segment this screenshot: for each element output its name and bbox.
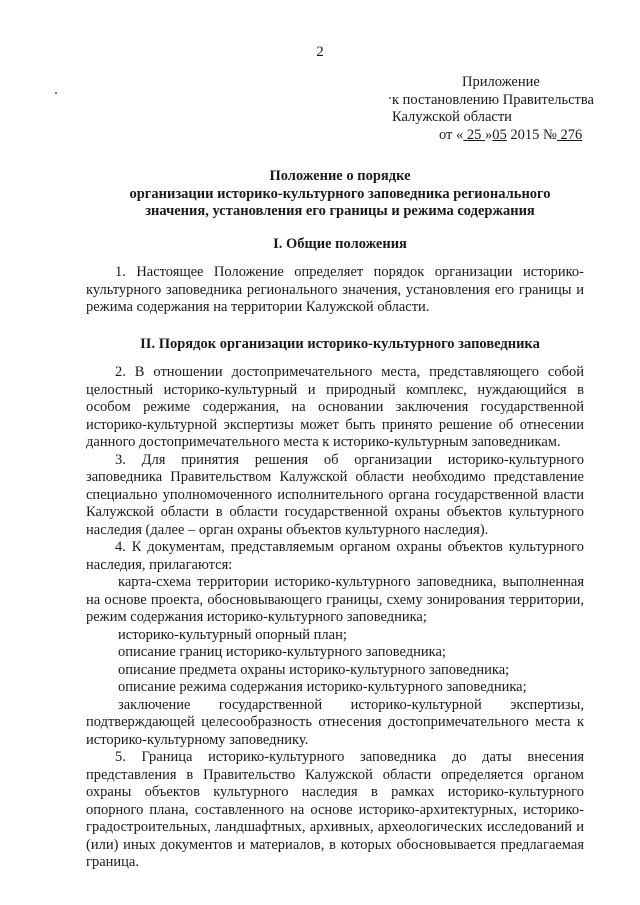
list-item: описание границ историко-культурного заповедника;: [118, 644, 446, 660]
appendix-region-line: Калужской области: [392, 109, 512, 125]
paragraph-4: 4. К документам, представляемым органом охраны объектов культурного наследия, прилагаются:: [86, 539, 584, 573]
document-title: [80, 168, 600, 221]
section-2-heading: II. Порядок организации историко-культурного заповедника: [140, 336, 540, 352]
list-item: заключение государственной историко-культурной экспертизы, подтверждающей целесообразность отнесения достопримечательного места к историко-культурному заповеднику.: [86, 696, 584, 748]
date-month: 05: [492, 126, 507, 143]
decree-number: 276: [556, 126, 583, 143]
list-item: описание режима содержания историко-культурного заповедника;: [118, 679, 527, 695]
scan-speck: [389, 97, 391, 99]
section-1-body: [86, 264, 584, 317]
list-item: карта-схема территории историко-культурного заповедника, выполненная на основе проекта, обосновывающего границы, схему зонирования территории, режим содержания историко-культурного заповедника;: [86, 574, 584, 625]
title-line-3: значения, установления его границы и режима содержания: [145, 203, 535, 219]
list-item: историко-культурный опорный план;: [118, 626, 347, 643]
date-year: 2015 №: [506, 126, 557, 143]
appendix-block: [392, 74, 594, 144]
section-2-body: [86, 364, 584, 872]
date-day: 25: [463, 126, 486, 143]
appendix-date-line: [392, 127, 594, 145]
appendix-decree-line: к постановлению Правительства: [392, 91, 594, 108]
title-line-2: организации историко-культурного заповедника регионального: [129, 185, 551, 202]
appendix-title: Приложение: [462, 74, 540, 90]
section-1-heading: I. Общие положения: [273, 236, 407, 252]
page-number: 2: [316, 44, 324, 60]
date-prefix: от «: [439, 126, 464, 143]
paragraph-1: 1. Настоящее Положение определяет порядок организации историко-культурного заповедника регионального значения, установления его границы и режима содержания на территории Калужской области.: [86, 264, 584, 315]
title-line-1: Положение о порядке: [269, 168, 411, 184]
paragraph-3: 3. Для принятия решения об организации историко-культурного заповедника Правительством Калужской области необходимо представление специально уполномоченного исполнительного органа государственной власти Калужской области в области государственной охраны объектов культурного наследия (далее – орган охраны объектов культурного наследия).: [86, 451, 584, 538]
scan-speck: [55, 92, 57, 94]
paragraph-2: 2. В отношении достопримечательного места, представляющего собой целостный историко-культурный и природный комплекс, нуждающийся в особом режиме содержания, на основании заключения государственной историко-культурной экспертизы может быть принято решение об отнесении данного достопримечательного места к историко-культурным заповедникам.: [86, 364, 584, 450]
paragraph-5: 5. Граница историко-культурного заповедника до даты внесения представления в Правительство Калужской области определяется органом охраны объектов культурного наследия в рамках историко-культурного опорного плана, составленного на основе историко-архитектурных, историко-градостроительных, ландшафтных, архивных, археологических исследований и (или) иных документов и материалов, в которых обосновывается предлагаемая граница.: [86, 749, 584, 870]
date-mid: »: [485, 126, 493, 143]
list-item: описание предмета охраны историко-культурного заповедника;: [118, 661, 510, 678]
